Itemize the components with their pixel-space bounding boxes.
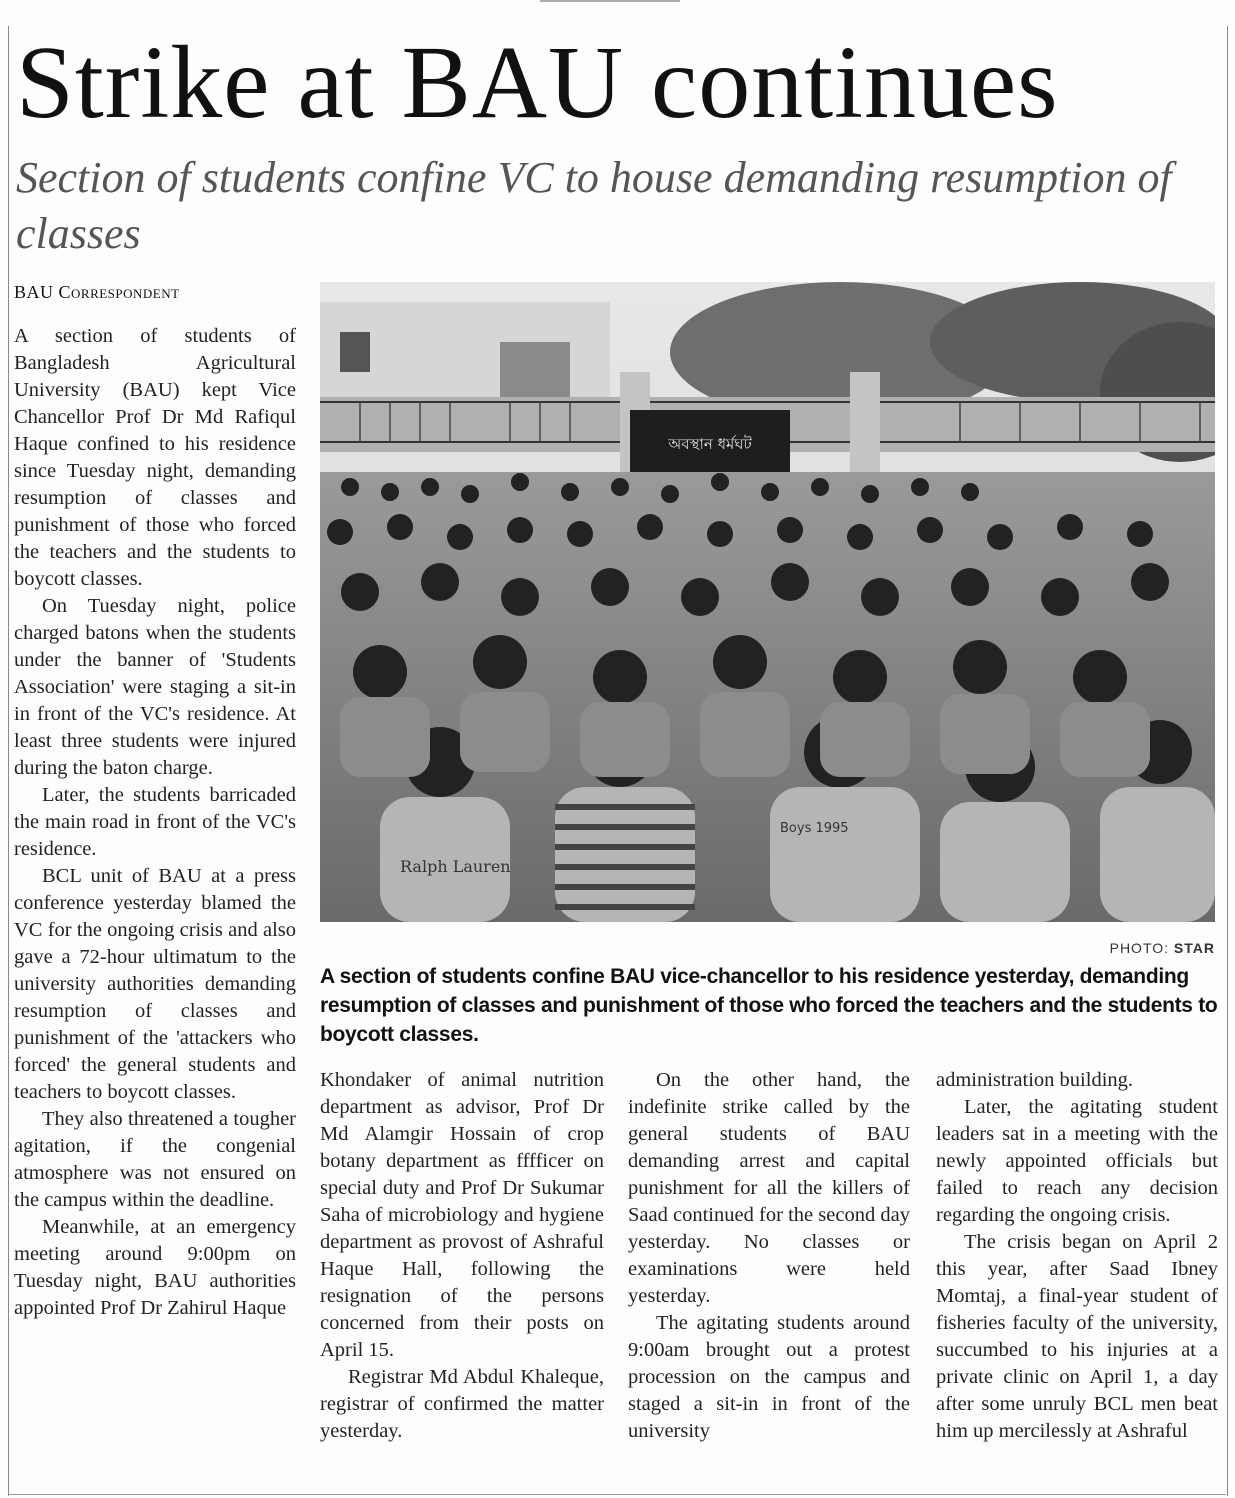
top-rule (540, 0, 680, 8)
paragraph: They also threatened a tougher agitation, if the congenial atmosphere was not ensured on the campus within the deadline. (14, 1108, 296, 1211)
article-column-3 (628, 1067, 910, 1487)
paragraph: administration building. (936, 1069, 1134, 1091)
paragraph: BCL unit of BAU at a press conference yesterday blamed the VC for the ongoing crisis and also gave a 72-hour ultimatum to the university authorities demanding resumption of classes and punishment of the 'attackers who forced' the general students and teachers to boycott classes. (14, 865, 296, 1103)
shirt-print: Boys 1995 (780, 821, 849, 836)
article-column-1 (14, 323, 296, 1488)
paragraph: The agitating students around 9:00am brought out a protest procession on the campus and staged a sit-in in front of the university (628, 1312, 910, 1442)
headline: Strike at BAU continues (16, 25, 1059, 140)
crowd-photo-illustration (320, 282, 1215, 922)
paragraph: Meanwhile, at an emergency meeting around 9:00pm on Tuesday night, BAU authorities appointed Prof Dr Zahirul Haque (14, 1216, 296, 1319)
photo-credit-source: STAR (1173, 940, 1215, 956)
paragraph: Registrar Md Abdul Khaleque, registrar of confirmed the matter yesterday. (320, 1366, 604, 1442)
article-column-4 (936, 1067, 1218, 1487)
paragraph: Later, the agitating student leaders sat in a meeting with the newly appointed officials but failed to reach any decision regarding the ongoing crisis. (936, 1096, 1218, 1226)
paragraph: A section of students of Bangladesh Agricultural University (BAU) kept Vice Chancellor Prof Dr Md Rafiqul Haque confined to his residence since Tuesday night, demanding resumption of classes and punishment of those who forced the teachers and the students to boycott classes. (14, 325, 296, 590)
bottom-rule (8, 1494, 1226, 1495)
banner-text: অবস্থান ধর্মঘট (668, 435, 752, 453)
news-photo (320, 282, 1215, 922)
subheadline: Section of students confine VC to house demanding resumption of classes (16, 153, 1172, 258)
photo-caption: A section of students confine BAU vice-chancellor to his residence yesterday, demanding resumption of classes and punishment of those who forced the teachers and the students to boycott classes. (320, 965, 1218, 1046)
paragraph: Later, the students barricaded the main road in front of the VC's residence. (14, 784, 296, 860)
paragraph: On Tuesday night, police charged batons when the students under the banner of 'Students Association' were staging a sit-in in front of the VC's residence. At least three students were injured during the baton charge. (14, 595, 296, 779)
photo-credit (320, 940, 1215, 956)
paragraph: On the other hand, the indefinite strike called by the general students of BAU demanding arrest and capital punishment for all the killers of Saad continued for the second day yesterday. No classes or examinations were held yesterday. (628, 1069, 910, 1307)
photo-credit-label: PHOTO: (1109, 940, 1174, 956)
paragraph: The crisis began on April 2 this year, after Saad Ibney Momtaj, a final-year student of fisheries faculty of the university, succumbed to his injuries at a private clinic on April 1, a day after some unruly BCL men beat him up mercilessly at Ashraful (936, 1231, 1218, 1442)
paragraph: Khondaker of animal nutrition department as advisor, Prof Dr Md Alamgir Hossain of crop botany department as fffficer on special duty and Prof Dr Sukumar Saha of microbiology and hygiene department as provost of Ashraful Haque Hall, following the resignation of the persons concerned from their posts on April 15. (320, 1069, 604, 1361)
byline: BAU Correspondent (14, 282, 180, 302)
shirt-print: Ralph Lauren (400, 857, 511, 876)
article-column-2 (320, 1067, 604, 1487)
